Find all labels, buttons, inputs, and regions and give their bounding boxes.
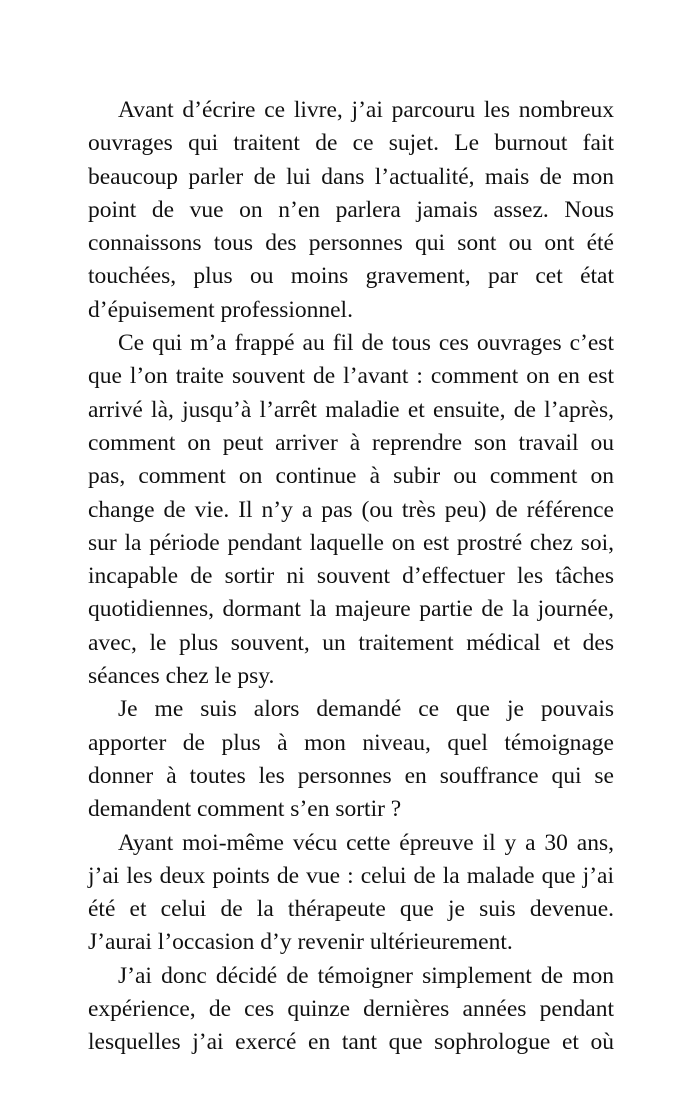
text-line: ouvrages qui traitent de ce sujet. Le burnout fait: [88, 130, 614, 157]
text-line: apporter de plus à mon niveau, quel témoignage: [88, 729, 614, 756]
text-line: point de vue on n’en parlera jamais assez. Nous: [88, 196, 614, 223]
text-line: séances chez le psy.: [88, 663, 275, 690]
paragraph-3: [88, 693, 614, 826]
text-line: Ayant moi-même vécu cette épreuve il y a 30 ans,: [118, 829, 614, 856]
text-line: beaucoup parler de lui dans l’actualité, mais de mon: [88, 163, 614, 190]
text-line: change de vie. Il n’y a pas (ou très peu) de référence: [88, 496, 614, 523]
text-line: touchées, plus ou moins gravement, par cet état: [88, 263, 614, 290]
text-line: d’épuisement professionnel.: [88, 296, 353, 323]
text-line: J’aurai l’occasion d’y revenir ultérieurement.: [88, 929, 513, 956]
text-line: Ce qui m’a frappé au fil de tous ces ouvrages c’est: [118, 330, 614, 357]
text-line: arrivé là, jusqu’à l’arrêt maladie et ensuite, de l’après,: [88, 396, 614, 423]
paragraph-1: [88, 94, 614, 327]
text-line: quotidiennes, dormant la majeure partie de la journée,: [88, 596, 614, 623]
paragraph-4: [88, 827, 614, 960]
text-line: comment on peut arriver à reprendre son travail ou: [88, 429, 614, 456]
document-page: [88, 94, 614, 1060]
text-line: demandent comment s’en sortir ?: [88, 796, 402, 823]
text-line: que l’on traite souvent de l’avant : comment on en est: [88, 363, 614, 390]
text-line: sur la période pendant laquelle on est prostré chez soi,: [88, 529, 614, 556]
text-line: J’ai donc décidé de témoigner simplement de mon: [118, 962, 614, 989]
text-line: Je me suis alors demandé ce que je pouvais: [118, 696, 614, 723]
text-line: été et celui de la thérapeute que je suis devenue.: [88, 896, 614, 923]
paragraph-5: [88, 960, 614, 1060]
text-line: avec, le plus souvent, un traitement médical et des: [88, 629, 614, 656]
paragraph-2: [88, 327, 614, 693]
text-line: pas, comment on continue à subir ou comment on: [88, 463, 614, 490]
text-line: Avant d’écrire ce livre, j’ai parcouru les nombreux: [118, 97, 614, 123]
text-line: expérience, de ces quinze dernières années pendant: [88, 996, 614, 1023]
text-line: incapable de sortir ni souvent d’effectuer les tâches: [88, 563, 614, 590]
text-line: donner à toutes les personnes en souffrance qui se: [88, 762, 614, 789]
text-line: connaissons tous des personnes qui sont ou ont été: [88, 230, 614, 257]
text-line: lesquelles j’ai exercé en tant que sophrologue et où: [88, 1029, 614, 1056]
text-line: j’ai les deux points de vue : celui de la malade que j’ai: [88, 862, 614, 889]
